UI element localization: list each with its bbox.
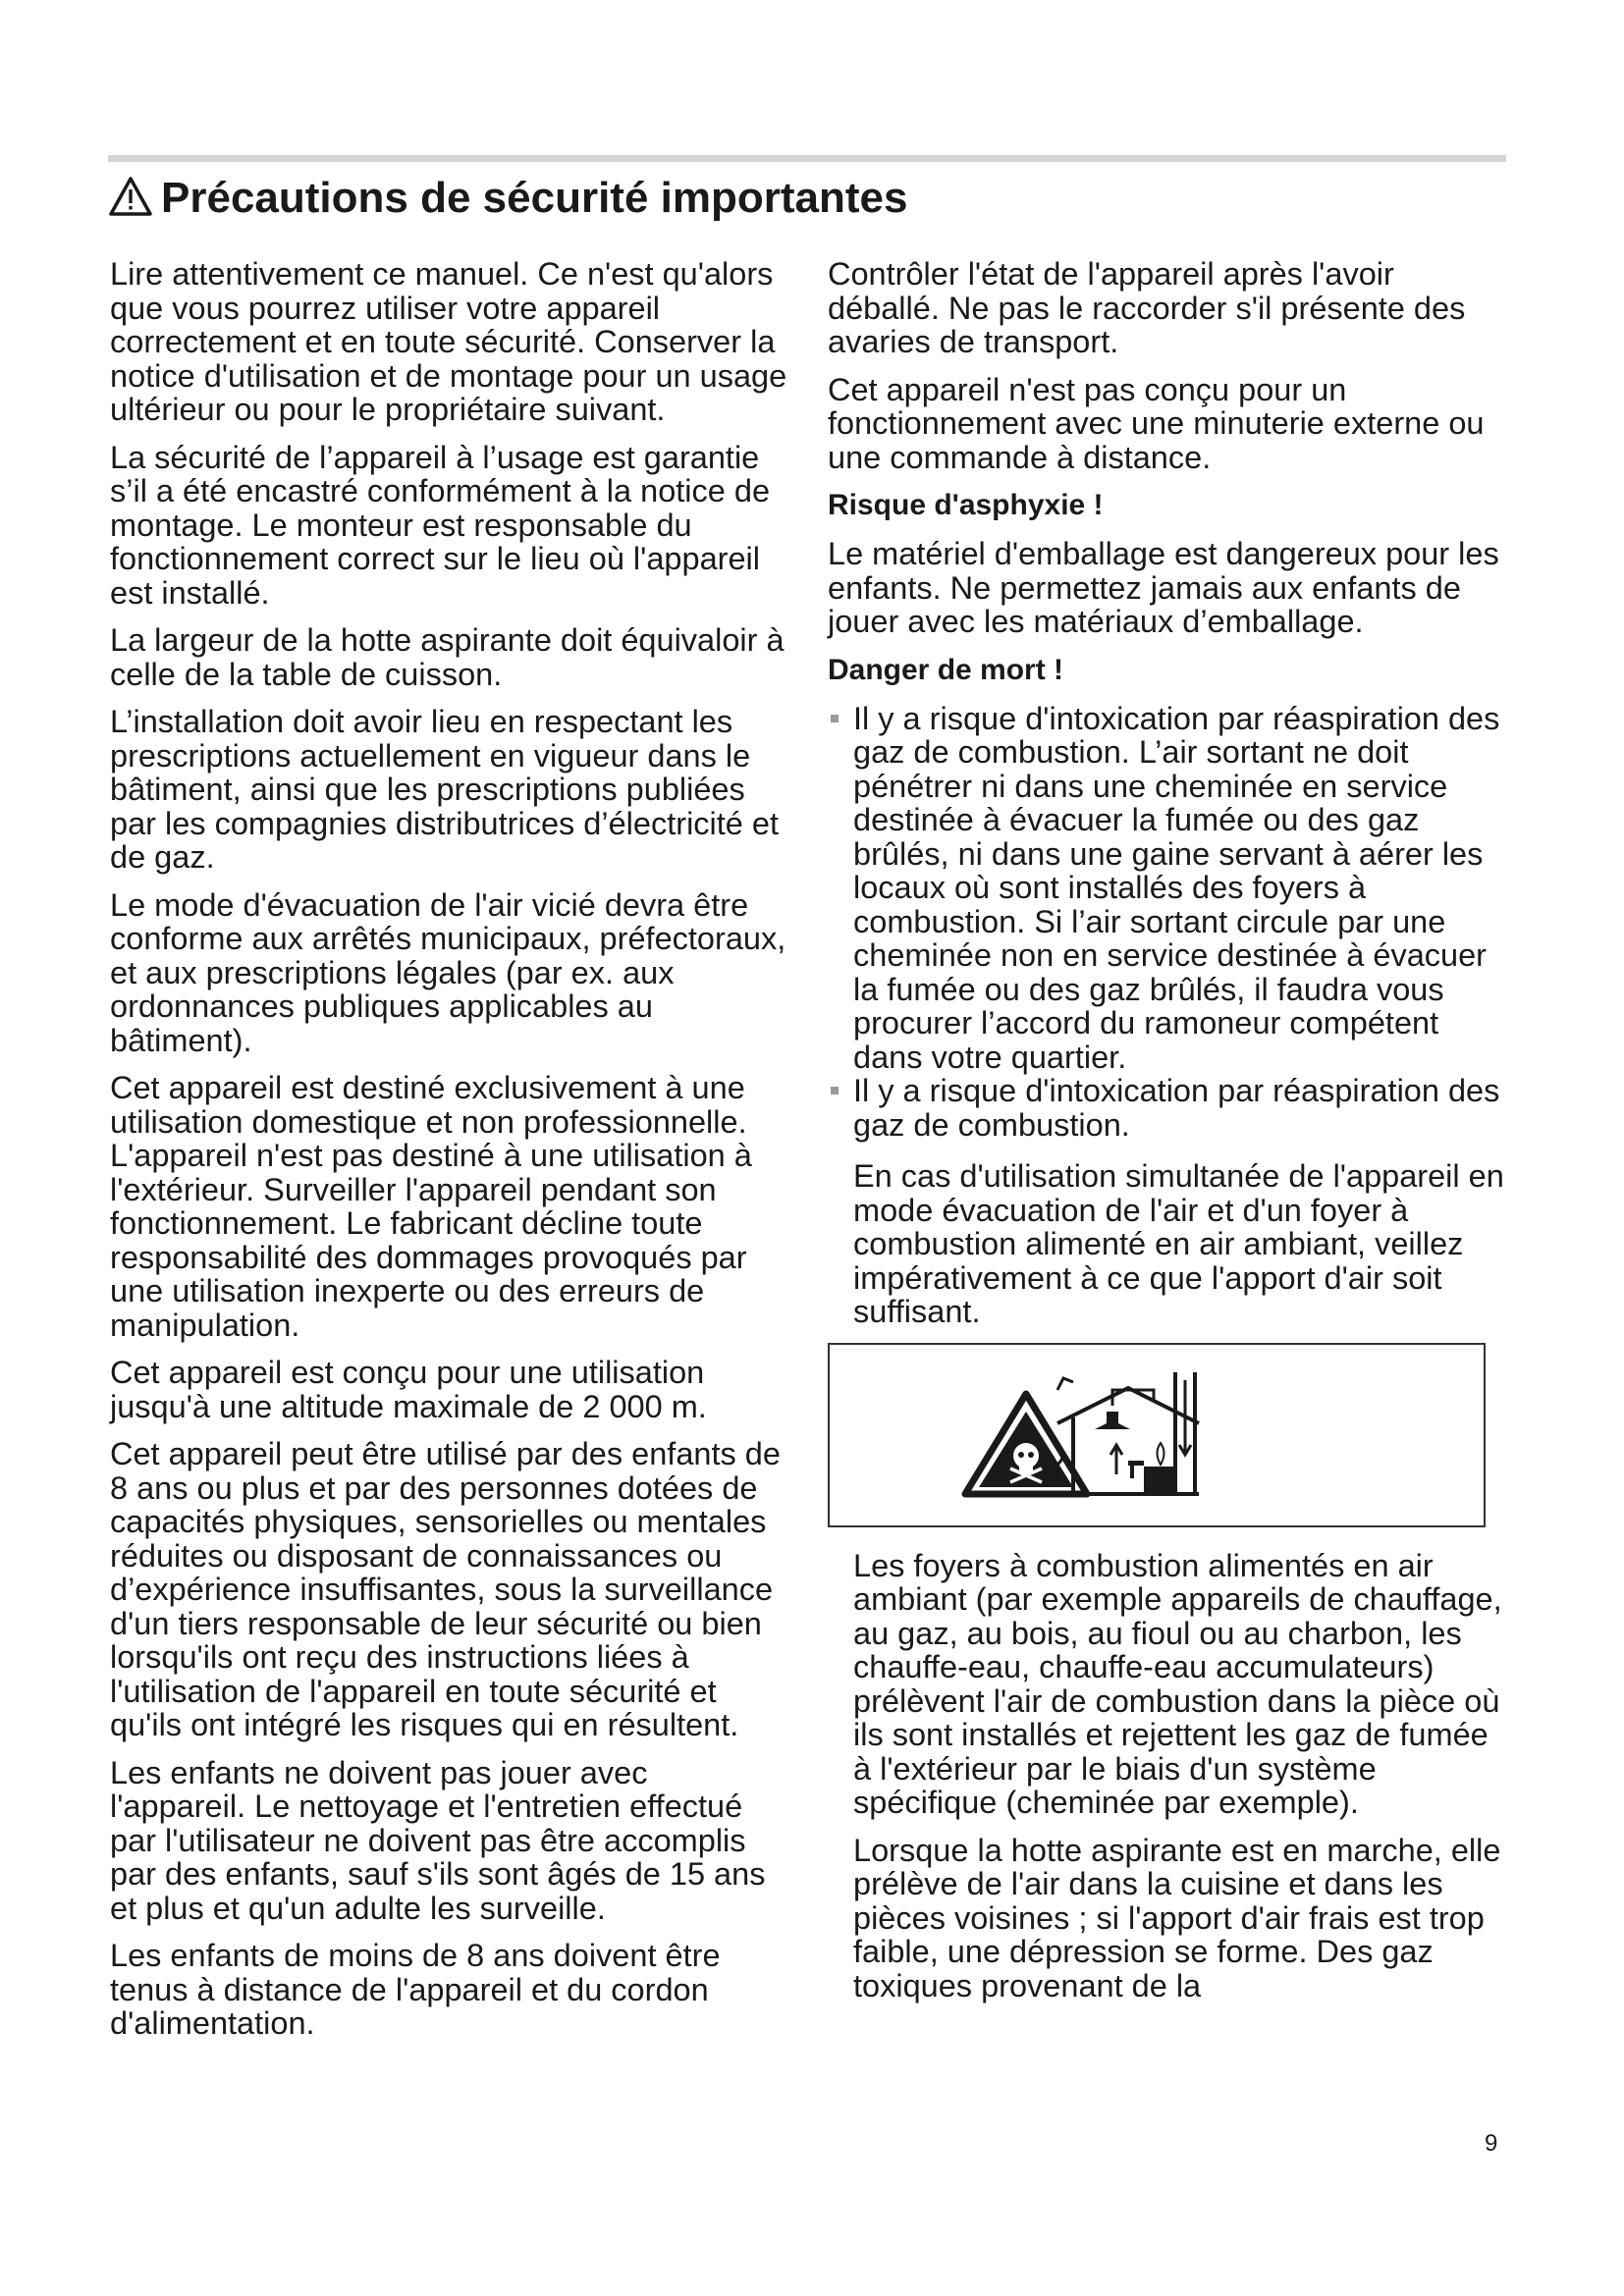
top-rule [108, 155, 1506, 162]
paragraph: Lire attentivement ce manuel. Ce n'est qu'alors que vous pourrez utiliser votre appareil correctement et en toute sécurité. Conserver la notice d'utilisation et de montage pour un usage ultérieur ou pour le propriétaire suivant. [110, 256, 787, 427]
stove-icon [1128, 1443, 1177, 1494]
skull-warning-icon [965, 1394, 1087, 1494]
paragraph: Lorsque la hotte aspirante est en marche, elle prélève de l'air dans la cuisine et dans les pièces voisines ; si l'apport d'air frais est trop faible, une dépression se forme. Des gaz toxiques provenant de la [853, 1832, 1501, 2003]
paragraph: Les enfants ne doivent pas jouer avec l'appareil. Le nettoyage et l'entretien effectué par l'utilisateur ne doivent pas être accomplis par des enfants, sauf s'ils sont âgés de 15 ans et plus et qu'un adulte les surveille. [110, 1754, 766, 1926]
danger-heading: Danger de mort ! [828, 653, 1064, 686]
asphyxia-heading: Risque d'asphyxie ! [828, 489, 1104, 521]
danger-list [828, 702, 1505, 1143]
page-title [108, 169, 907, 228]
paragraph: En cas d'utilisation simultanée de l'appareil en mode évacuation de l'air et d'un foyer à combustion alimenté en air ambiant, veillez impérativement à ce que l'apport d'air soit suffisant. [853, 1158, 1504, 1329]
paragraph: Cet appareil est conçu pour une utilisation jusqu'à une altitude maximale de 2 000 m. [110, 1355, 707, 1424]
page-number: 9 [1485, 2130, 1498, 2157]
list-item: Il y a risque d'intoxication par réaspiration des gaz de combustion. [828, 1074, 1505, 1142]
paragraph: La sécurité de l’appareil à l’usage est garantie s’il a été encastré conformément à la notice de montage. Le monteur est responsable du fonctionnement correct sur le lieu où l'appareil est installé. [110, 439, 771, 611]
paragraph: L’installation doit avoir lieu en respectant les prescriptions actuellement en vigueur dans le bâtiment, ainsi que les prescriptions publiées par les compagnies distributrices d’électricité et de gaz. [110, 704, 779, 875]
page-title-text: Précautions de sécurité importantes [161, 174, 908, 222]
paragraph: Les foyers à combustion alimentés en air ambiant (par exemple appareils de chauffage, au gaz, au bois, au fioul ou au charbon, les chauffe-eau, chauffe-eau accumulateurs) prélèvent l'air de combustion dans la pièce où ils sont installés et rejettent les gaz de fumée à l'extérieur par le biais d'un système spécifique (cheminée par exemple). [853, 1547, 1502, 1820]
paragraph: Le mode d'évacuation de l'air vicié devra être conforme aux arrêtés municipaux, préfectoraux, et aux prescriptions légales (par ex. aux ordonnances publiques applicables au bâtiment). [110, 886, 786, 1058]
paragraph: La largeur de la hotte aspirante doit équivaloir à celle de la table de cuisson. [110, 622, 785, 692]
paragraph: Cet appareil n'est pas conçu pour un fonctionnement avec une minuterie externe ou une commande à distance. [828, 371, 1485, 475]
paragraph: Cet appareil est destiné exclusivement à une utilisation domestique et non professionnelle. L'appareil n'est pas destiné à une utilisation à l'extérieur. Surveiller l'appareil pendant son fonctionnement. Le fabricant décline toute responsabilité des dommages provoqués par une utilisation inexperte ou des erreurs de manipulation. [110, 1070, 752, 1343]
warning-triangle-icon [108, 176, 153, 217]
paragraph: Contrôler l'état de l'appareil après l'avoir déballé. Ne pas le raccorder s'il présente des avaries de transport. [828, 256, 1466, 359]
paragraph: Cet appareil peut être utilisé par des enfants de 8 ans ou plus et par des personnes dotées de capacités physiques, sensorielles ou mentales réduites ou disposant de connaissances ou d’expérience insuffisantes, sous la surveillance d'un tiers responsable de leur sécurité ou bien lorsqu'ils ont reçu des instructions liées à l'utilisation de l'appareil en toute sécurité et qu'ils ont intégré les risques qui en résultent. [110, 1436, 781, 1742]
paragraph: Le matériel d'emballage est dangereux pour les enfants. Ne permettez jamais aux enfants de jouer avec les matériaux d’emballage. [828, 536, 1499, 639]
left-column [110, 257, 787, 2055]
paragraph: Les enfants de moins de 8 ans doivent être tenus à distance de l'appareil et du cordon d'alimentation. [110, 1938, 721, 2041]
extractor-hood-icon [1095, 1412, 1130, 1429]
flue-gas-illustration [828, 1343, 1486, 1527]
list-item: Il y a risque d'intoxication par réaspiration des gaz de combustion. L’air sortant ne doit pénétrer ni dans une cheminée en service destinée à évacuer la fumée ou des gaz brûlés, ni dans une gaine servant à aérer les locaux où sont installés des foyers à combustion. Si l’air sortant circule par une cheminée non en service destinée à évacuer la fumée ou des gaz brûlés, il faudra vous procurer l’accord du ramoneur compétent dans votre quartier. [828, 702, 1505, 1075]
right-column [828, 257, 1505, 2016]
